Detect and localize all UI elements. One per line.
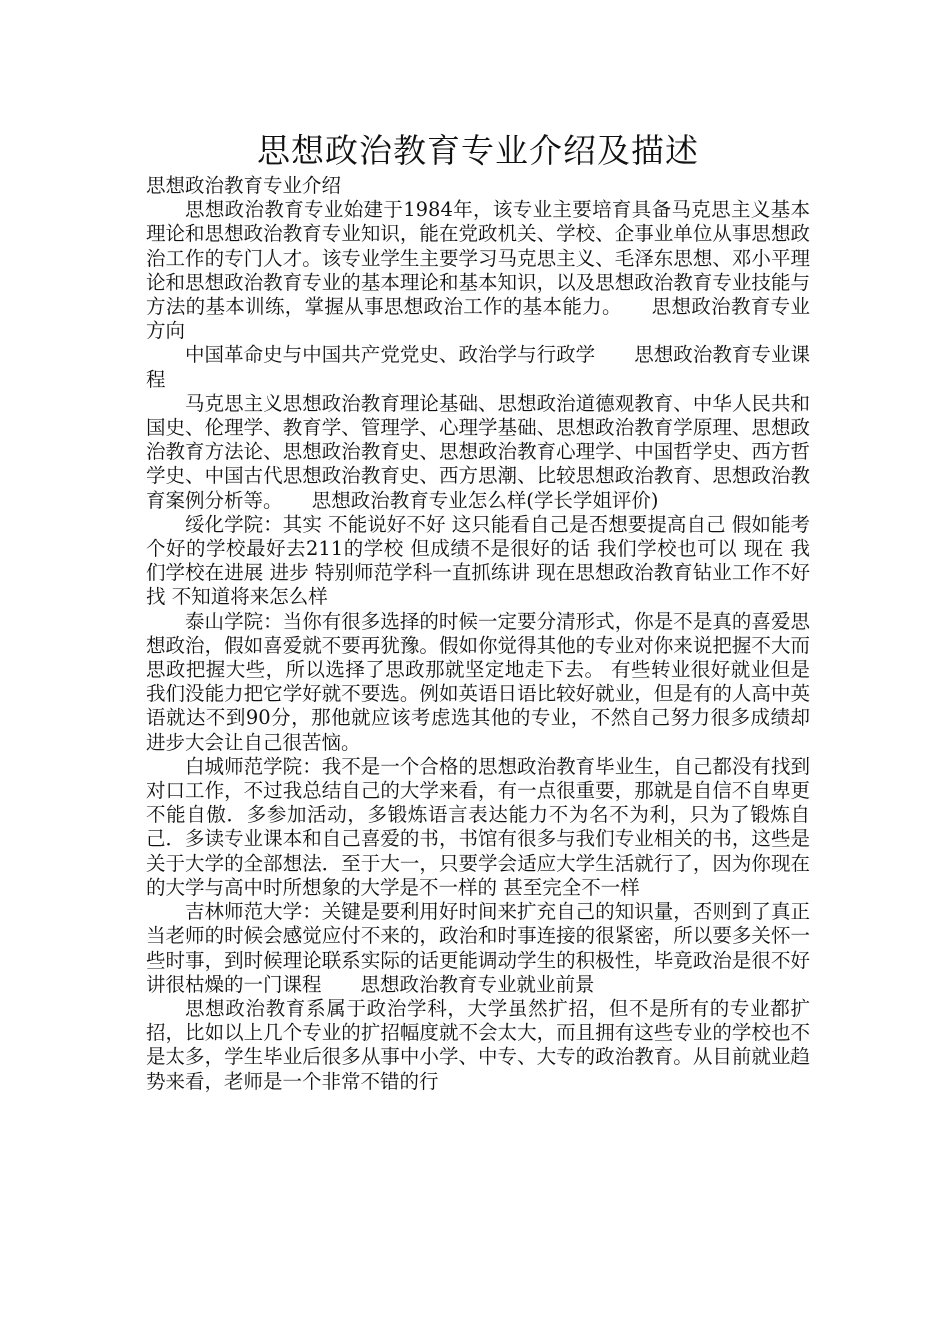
paragraph-employment: 思想政治教育系属于政治学科，大学虽然扩招，但不是所有的专业都扩招，比如以上几个专业的扩招幅度就不会太大，而且拥有这些专业的学校也不是太多，学生毕业后很多从事中小学、中专、大专的政治教育。从目前就业趋势来看，老师是一个非常不错的行: [146, 996, 810, 1093]
paragraph-direction: 中国革命史与中国共产党党史、政治学与行政学 思想政治教育专业课程: [146, 343, 810, 391]
paragraph-intro: 思想政治教育专业始建于1984年，该专业主要培育具备马克思主义基本理论和思想政治教育专业知识，能在党政机关、学校、企事业单位从事思想政治工作的专门人才。该专业学生主要学习马克思主义、毛泽东思想、邓小平理论和思想政治教育专业的基本理论和基本知识，以及思想政治教育专业技能与方法的基本训练，掌握从事思想政治工作的基本能力。 思想政治教育专业方向: [146, 198, 810, 343]
document-page: [146, 128, 810, 1094]
paragraph-review-suihua: 绥化学院：其实 不能说好不好 这只能看自己是否想要提高自己 假如能考个好的学校最好去211的学校 但成绩不是很好的话 我们学校也可以 现在 我们学校在进展 进步 特别师范学科一直抓练讲 现在思想政治教育钻业工作不好找 不知道将来怎么样: [146, 512, 810, 609]
section-heading: 思想政治教育专业介绍: [146, 174, 342, 197]
paragraph-review-taishan: 泰山学院：当你有很多选择的时候一定要分清形式，你是不是真的喜爱思想政治，假如喜爱就不要再犹豫。假如你觉得其他的专业对你来说把握不大而思政把握大些，所以选择了思政那就坚定地走下去。 有些转业很好就业但是我们没能力把它学好就不要选。例如英语日语比较好就业，但是有的人高中英语就达不到90分，那他就应该考虑选其他的专业，不然自己努力很多成绩却进步大会让自己很苦恼。: [146, 609, 810, 754]
paragraph-review-jilin: 吉林师范大学：关键是要利用好时间来扩充自己的知识量，否则到了真正当老师的时候会感觉应付不来的，政治和时事连接的很紧密，所以要多关怀一些时事，到时候理论联系实际的话更能调动学生的积极性，毕竟政治是很不好讲很枯燥的一门课程 思想政治教育专业就业前景: [146, 900, 810, 996]
document-title: 思想政治教育专业介绍及描述: [257, 131, 699, 170]
paragraph-courses: 马克思主义思想政治教育理论基础、思想政治道德观教育、中华人民共和国史、伦理学、教育学、管理学、心理学基础、思想政治教育学原理、思想政治教育方法论、思想政治教育史、思想政治教育心理学、中国哲学史、西方哲学史、中国古代思想政治教育史、西方思潮、比较思想政治教育、思想政治教育案例分析等。 思想政治教育专业怎么样(学长学姐评价): [146, 391, 810, 512]
paragraph-review-baicheng: 白城师范学院：我不是一个合格的思想政治教育毕业生，自己都没有找到对口工作，不过我总结自己的大学来看，有一点很重要，那就是自信不自卑更不能自傲．多参加活动，多锻炼语言表达能力不为名不为利，只为了锻炼自己．多读专业课本和自己喜爱的书，书馆有很多与我们专业相关的书，这些是关于大学的全部想法．至于大一，只要学会适应大学生活就行了，因为你现在的大学与高中时所想象的大学是不一样的 甚至完全不一样: [146, 754, 810, 899]
